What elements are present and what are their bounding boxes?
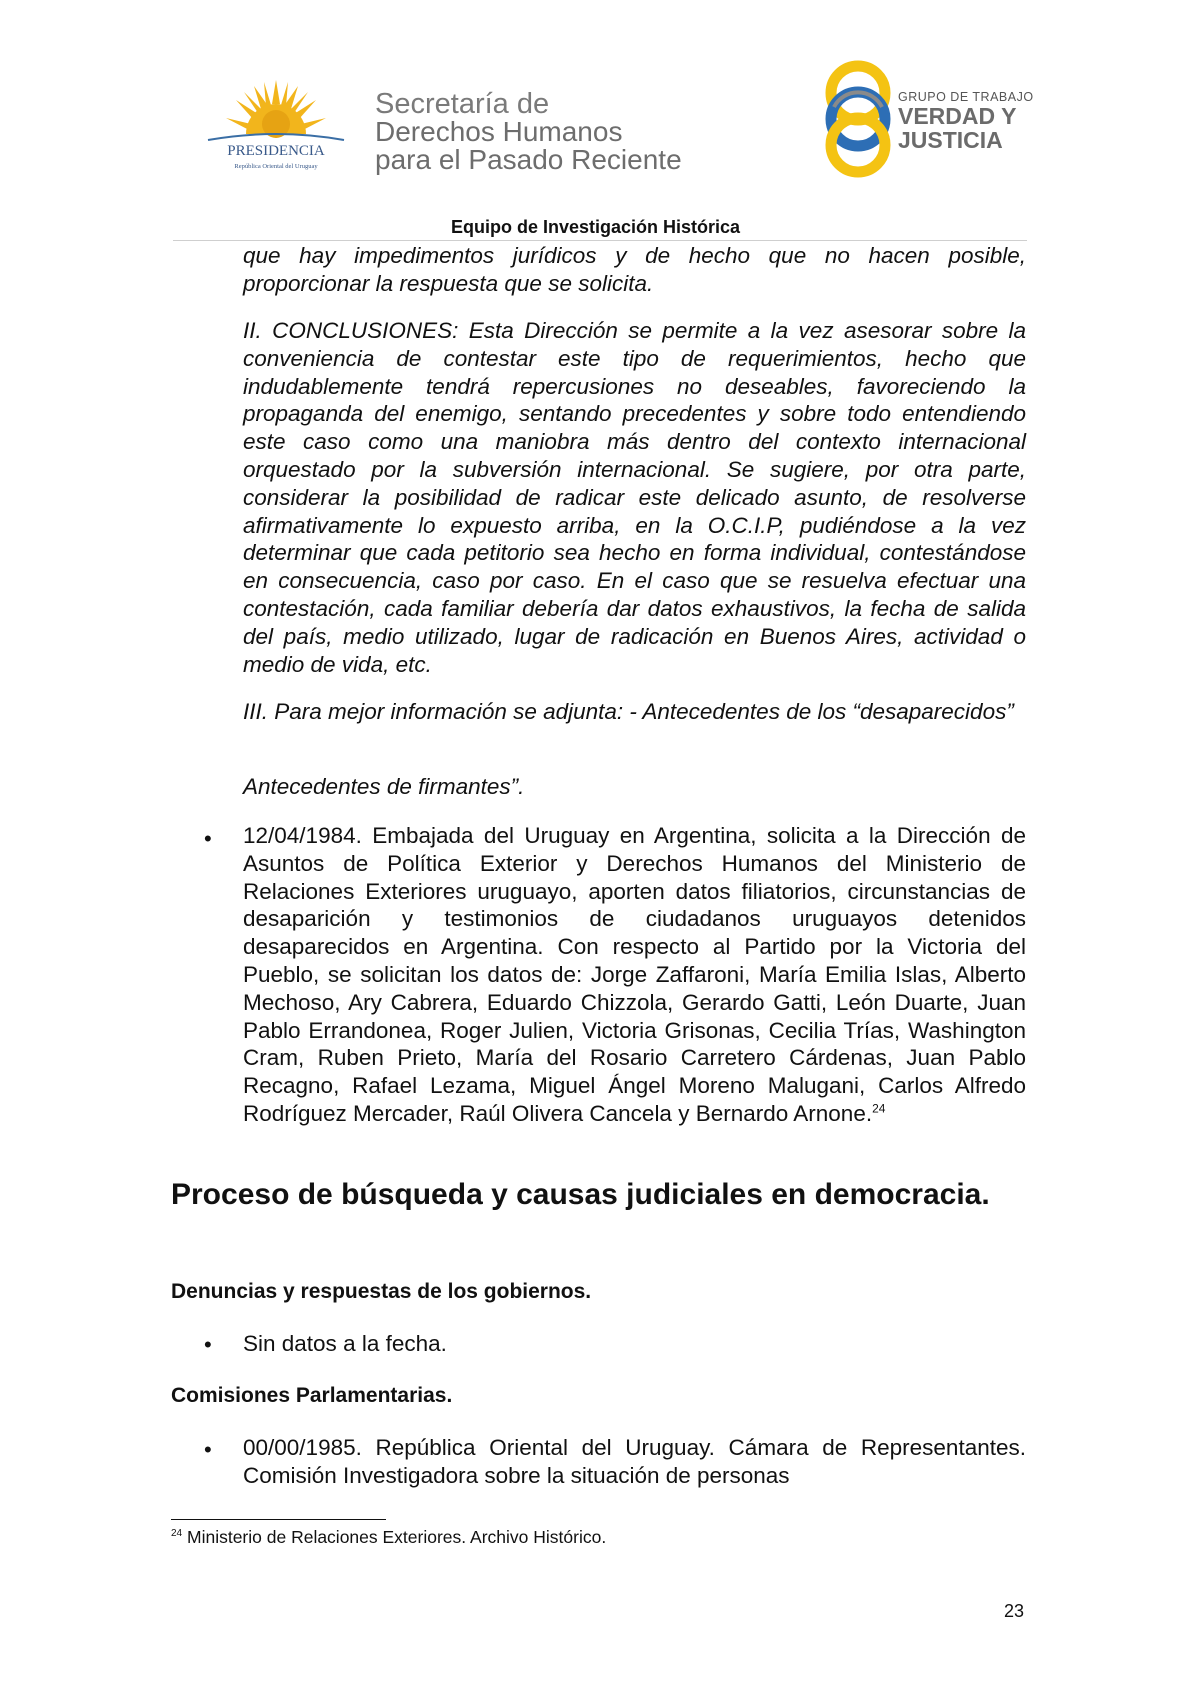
footnote <box>171 1527 606 1548</box>
list-item-sin-datos: Sin datos a la fecha. <box>243 1331 447 1356</box>
list-item-embajada <box>243 822 1026 1128</box>
footnote-number: 24 <box>171 1528 183 1540</box>
secretaria-logo-text <box>375 90 705 174</box>
presidencia-logo <box>196 78 356 178</box>
paragraph-informacion: III. Para mejor información se adjunta: - Antecedentes de los “desaparecidos” <box>243 699 1014 724</box>
bullet-icon: • <box>204 1332 212 1357</box>
list-item-camara: 00/00/1985. República Oriental del Uruguay. Cámara de Representantes. Comisión Investigadora sobre la situación de personas <box>243 1435 1026 1488</box>
grupo-trabajo-label: GRUPO DE TRABAJO <box>898 90 1034 104</box>
justicia-label: JUSTICIA <box>898 127 1003 153</box>
secretaria-line-1: Secretaría de <box>375 88 550 120</box>
bullet-icon: • <box>204 1437 212 1462</box>
paragraph-conclusiones: II. CONCLUSIONES: Esta Dirección se permite a la vez asesorar sobre la conveniencia de contestar este tipo de requerimientos, hecho que indudablemente tendrá repercusiones no deseables, favoreciendo la propaganda del enemigo, sentando precedentes y sobre todo entendiendo este caso como una maniobra más dentro del contexto internacional orquestado por la subversión internacional. Se sugiere, por otra parte, considerar la posibilidad de radicar este delicado asunto, de resolverse afirmativamente lo expuesto arriba, en la O.C.I.P, pudiéndose a la vez determinar que cada petitorio sea hecho en forma individual, contestándose en consecuencia, caso por caso. En el caso que se resuelva efectuar una contestación, cada familiar debería dar datos exhaustivos, la fecha de salida del país, medio utilizado, lugar de radicación en Buenos Aires, actividad o medio de vida, etc. <box>243 318 1026 677</box>
footnote-divider <box>171 1519 386 1520</box>
paragraph-firmantes: Antecedentes de firmantes”. <box>243 774 525 799</box>
verdad-label: VERDAD Y <box>898 103 1017 129</box>
bullet-icon: • <box>204 826 212 851</box>
subheading-denuncias: Denuncias y respuestas de los gobiernos. <box>171 1280 592 1303</box>
header-divider <box>173 240 1027 241</box>
footnote-text: Ministerio de Relaciones Exteriores. Archivo Histórico. <box>187 1527 607 1547</box>
secretaria-line-2: Derechos Humanos <box>375 116 623 147</box>
secretaria-line-3: para el Pasado Reciente <box>375 144 682 175</box>
verdad-justicia-logo-text <box>898 90 1038 152</box>
page-number: 23 <box>1004 1601 1025 1621</box>
paragraph-impedimentos: que hay impedimentos jurídicos y de hecho que no hacen posible, proporcionar la respuesta que se solicita. <box>243 243 1026 296</box>
presidencia-subtitle: República Oriental del Uruguay <box>234 163 318 170</box>
presidencia-name: PRESIDENCIA <box>227 143 325 159</box>
section-title: Proceso de búsqueda y causas judiciales en democracia. <box>171 1178 990 1211</box>
sun-icon <box>226 80 326 138</box>
subheading-comisiones: Comisiones Parlamentarias. <box>171 1384 453 1407</box>
footnote-reference[interactable]: 24 <box>872 1101 886 1116</box>
list-item-embajada-text: 12/04/1984. Embajada del Uruguay en Argentina, solicita a la Dirección de Asuntos de Política Exterior y Derechos Humanos del Ministerio de Relaciones Exteriores uruguayo, aporten datos filiatorios, circunstancias de desaparición y testimonios de ciudadanos uruguayos detenidos desaparecidos en Argentina. Con respecto al Partido por la Victoria del Pueblo, se solicitan los datos de: Jorge Zaffaroni, María Emilia Islas, Alberto Mechoso, Ary Cabrera, Eduardo Chizzola, Gerardo Gatti, León Duarte, Juan Pablo Errandonea, Roger Julien, Victoria Grisonas, Cecilia Trías, Washington Cram, Ruben Prieto, María del Rosario Carretero Cárdenas, Juan Pablo Recagno, Rafael Lezama, Miguel Ángel Moreno Malugani, Carlos Alfredo Rodríguez Mercader, Raúl Olivera Cancela y Bernardo Arnone. <box>243 823 1026 1126</box>
header-subtitle: Equipo de Investigación Histórica <box>450 217 741 237</box>
